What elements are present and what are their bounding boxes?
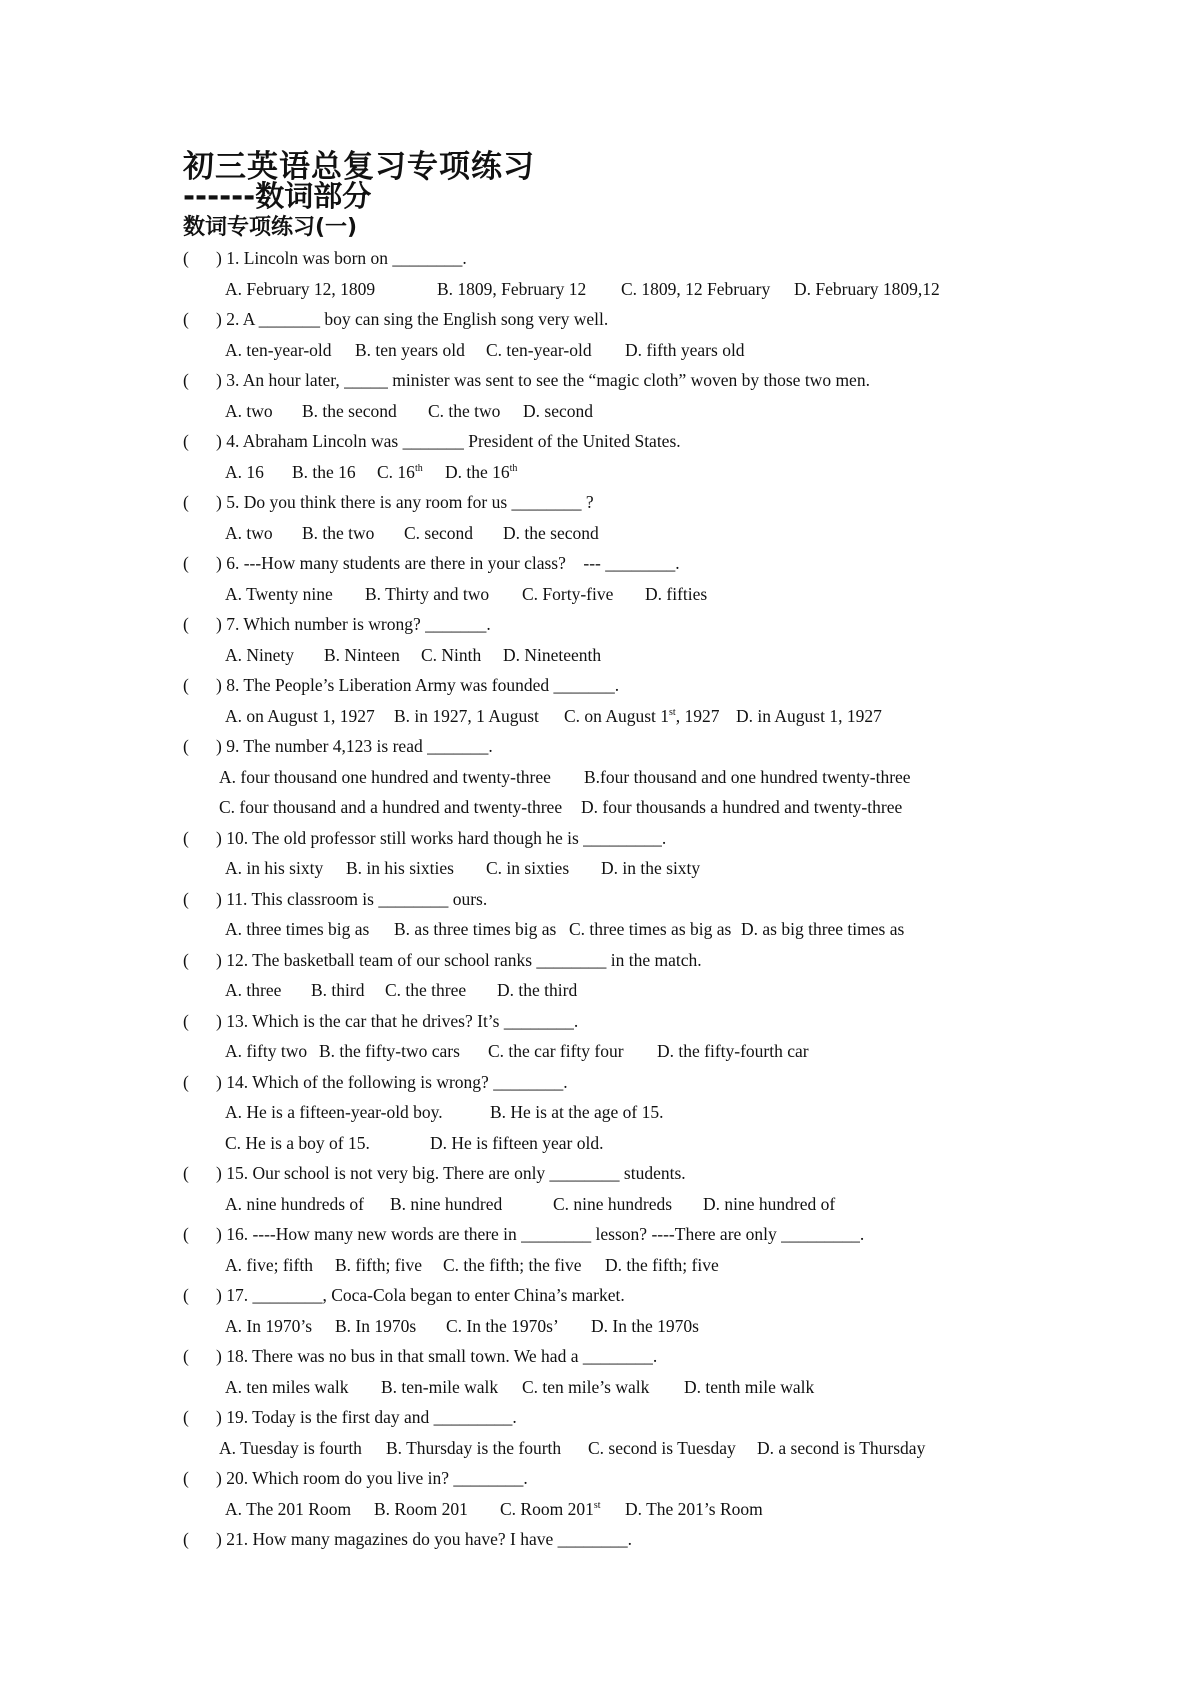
option: D. as big three times as: [741, 919, 905, 939]
question-stem: ( ) 9. The number 4,123 is read _______.: [183, 736, 493, 756]
question-stem: ( ) 14. Which of the following is wrong? ________.: [183, 1071, 568, 1092]
option: A. Twenty nine: [225, 583, 333, 604]
question-options: [0, 335, 1200, 366]
question-stem: ( ) 10. The old professor still works hard though he is _________.: [183, 827, 667, 848]
question-options: [0, 914, 1200, 945]
option: C. the three: [385, 980, 467, 1000]
option: C. second: [404, 522, 474, 543]
option: D. nine hundred of: [703, 1193, 836, 1214]
question-options: [0, 274, 1200, 305]
question-options: [0, 853, 1200, 884]
option: A. February 12, 1809: [225, 278, 376, 299]
option: D. the third: [497, 980, 578, 1000]
option: D. the 16th: [445, 461, 518, 482]
option: C. nine hundreds: [553, 1193, 673, 1214]
question-stem: ( ) 11. This classroom is ________ ours.: [183, 888, 488, 909]
question-options: [0, 1097, 1200, 1128]
option: A. three: [225, 980, 282, 1000]
option: B. the second: [302, 400, 397, 421]
question-options: [0, 701, 1200, 732]
question-stem: ( ) 1. Lincoln was born on ________.: [183, 248, 467, 268]
option: A. 16: [225, 461, 264, 482]
question-options: [0, 579, 1200, 610]
option: B. In 1970s: [335, 1315, 417, 1336]
question-options: [0, 1250, 1200, 1281]
option: C. Forty-five: [522, 583, 614, 604]
question-stem: ( ) 15. Our school is not very big. There are only ________ students.: [183, 1163, 686, 1183]
option: D. second: [523, 400, 593, 421]
question-list: [0, 243, 1200, 1555]
question-stem: ( ) 21. How many magazines do you have? I have ________.: [183, 1529, 633, 1549]
option: A. In 1970’s: [225, 1315, 313, 1336]
option: C. Room 201st: [500, 1498, 601, 1519]
question-stem: ( ) 19. Today is the first day and _________.: [183, 1407, 517, 1427]
question-options: [0, 762, 1200, 793]
option: A. ten miles walk: [225, 1376, 349, 1397]
option: C. the car fifty four: [488, 1041, 624, 1061]
option: A. two: [225, 400, 273, 421]
option: C. 16th: [377, 461, 423, 482]
option: D. fifth years old: [625, 339, 745, 360]
question-stem: ( ) 5. Do you think there is any room for us ________ ?: [183, 492, 594, 512]
option: C. the fifth; the five: [443, 1254, 582, 1275]
option: D. Nineteenth: [503, 644, 602, 665]
question-stem: ( ) 6. ---How many students are there in your class? --- ________.: [183, 553, 680, 573]
option: C. second is Tuesday: [588, 1437, 736, 1458]
option: C. ten-year-old: [486, 339, 592, 360]
option: B. third: [311, 980, 365, 1000]
option: D. the fifth; five: [605, 1254, 719, 1275]
section-title: 数词专项练习(一): [183, 215, 358, 240]
option: D. in the sixty: [601, 858, 701, 878]
option: B. in 1927, 1 August: [394, 705, 539, 726]
option: C. the two: [428, 400, 501, 421]
question-options: [0, 396, 1200, 427]
question-options: [0, 1372, 1200, 1403]
option: B. fifth; five: [335, 1254, 422, 1275]
option: A. Ninety: [225, 644, 295, 665]
question-options: [0, 975, 1200, 1006]
question-options: [0, 518, 1200, 549]
option: B. as three times big as: [394, 919, 557, 939]
question-stem: ( ) 17. ________, Coca-Cola began to enter China’s market.: [183, 1285, 625, 1305]
option: D. the fifty-fourth car: [657, 1041, 809, 1061]
option: C. four thousand and a hundred and twenty-three: [219, 797, 563, 817]
document-subtitle: ------数词部分: [183, 179, 372, 213]
document-title: 初三英语总复习专项练习: [183, 149, 535, 185]
option: D. a second is Thursday: [757, 1437, 926, 1458]
option: D. four thousands a hundred and twenty-three: [581, 797, 903, 817]
option: A. The 201 Room: [225, 1498, 352, 1519]
option: D. In the 1970s: [591, 1315, 699, 1336]
option: C. In the 1970s’: [446, 1315, 559, 1336]
option: D. He is fifteen year old.: [430, 1132, 604, 1153]
option: A. five; fifth: [225, 1254, 313, 1275]
option: B. the 16: [292, 461, 356, 482]
option: C. 1809, 12 February: [621, 278, 771, 299]
option: B. nine hundred: [390, 1193, 503, 1214]
option: B. ten-mile walk: [381, 1376, 499, 1397]
question-stem: ( ) 4. Abraham Lincoln was _______ President of the United States.: [183, 431, 681, 451]
option: C. three times as big as: [569, 919, 732, 939]
option: B. Ninteen: [324, 644, 400, 665]
question-options: [0, 1128, 1200, 1159]
option: B. 1809, February 12: [437, 278, 587, 299]
option: B. the fifty-two cars: [319, 1041, 460, 1061]
question-options: [0, 640, 1200, 671]
question-stem: ( ) 7. Which number is wrong? _______.: [183, 614, 491, 634]
question-stem: ( ) 3. An hour later, _____ minister was sent to see the “magic cloth” woven by those two men.: [183, 370, 870, 390]
option: B.four thousand and one hundred twenty-three: [584, 766, 911, 787]
option: D. the second: [503, 522, 599, 543]
option: B. the two: [302, 522, 375, 543]
option: A. on August 1, 1927: [225, 705, 375, 726]
question-stem: ( ) 18. There was no bus in that small town. We had a ________.: [183, 1346, 658, 1366]
option: C. on August 1st, 1927: [564, 705, 720, 726]
option: C. He is a boy of 15.: [225, 1132, 370, 1153]
option: C. Ninth: [421, 644, 482, 665]
option: A. two: [225, 522, 273, 543]
question-stem: ( ) 20. Which room do you live in? ________.: [183, 1468, 528, 1488]
question-stem: ( ) 12. The basketball team of our school ranks ________ in the match.: [183, 949, 702, 970]
option: B. Thirty and two: [365, 583, 490, 604]
question-options: [0, 1036, 1200, 1067]
option: A. fifty two: [225, 1041, 308, 1061]
question-options: [0, 1311, 1200, 1342]
question-stem: ( ) 2. A _______ boy can sing the English song very well.: [183, 309, 609, 329]
option: B. ten years old: [355, 339, 465, 360]
option: A. four thousand one hundred and twenty-three: [219, 766, 551, 787]
option: B. Thursday is the fourth: [386, 1437, 562, 1458]
option: A. three times big as: [225, 919, 370, 939]
question-options: [0, 1189, 1200, 1220]
option: B. Room 201: [374, 1498, 468, 1519]
option: A. nine hundreds of: [225, 1193, 365, 1214]
question-stem: ( ) 13. Which is the car that he drives? It’s ________.: [183, 1010, 579, 1031]
option: C. ten mile’s walk: [522, 1376, 650, 1397]
option: D. tenth mile walk: [684, 1376, 815, 1397]
option: D. fifties: [645, 583, 708, 604]
option: A. Tuesday is fourth: [219, 1437, 362, 1458]
option: D. The 201’s Room: [625, 1498, 763, 1519]
option: D. in August 1, 1927: [736, 705, 882, 726]
question-options: [0, 1433, 1200, 1464]
question-stem: ( ) 8. The People’s Liberation Army was founded _______.: [183, 675, 620, 695]
option: B. in his sixties: [346, 858, 454, 878]
option: B. He is at the age of 15.: [490, 1102, 664, 1122]
option: A. ten-year-old: [225, 339, 332, 360]
option: A. He is a fifteen-year-old boy.: [225, 1102, 443, 1122]
question-options: [0, 1494, 1200, 1525]
option: C. in sixties: [486, 858, 570, 878]
question-stem: ( ) 16. ----How many new words are there in ________ lesson? ----There are only _________.: [183, 1224, 865, 1244]
question-options: [0, 792, 1200, 823]
option: A. in his sixty: [225, 858, 324, 878]
question-options: [0, 457, 1200, 488]
option: D. February 1809,12: [794, 278, 940, 299]
